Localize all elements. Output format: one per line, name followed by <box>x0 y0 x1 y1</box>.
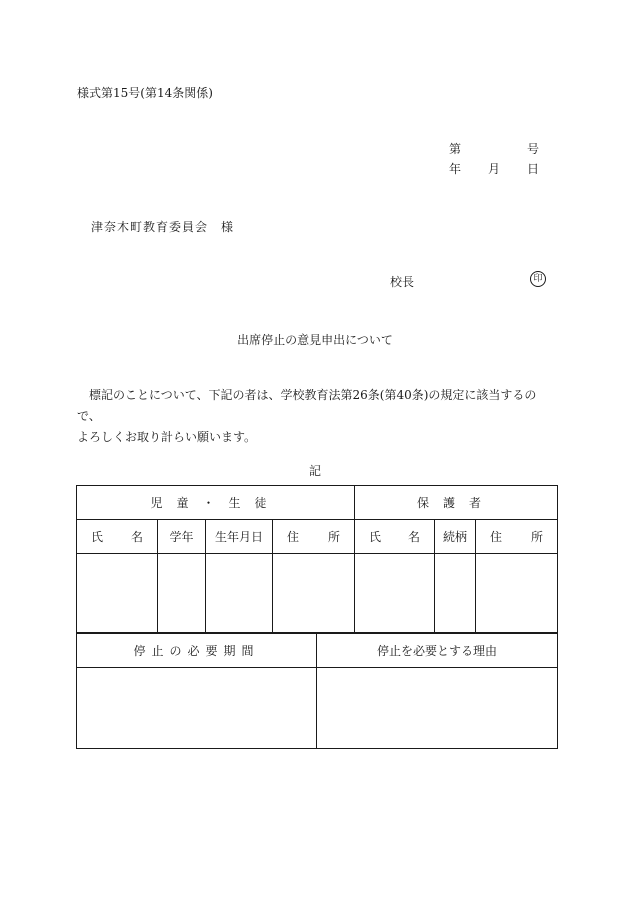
sender-title: 校長 <box>390 275 415 289</box>
col-grade: 学年 <box>158 520 206 554</box>
col-suspension-reason: 停止を必要とする理由 <box>317 634 558 668</box>
body-line-2: よろしくお取り計らい願います。 <box>77 430 257 444</box>
col-student-name: 氏 名 <box>77 520 158 554</box>
document-number-line <box>449 140 539 157</box>
suspension-table <box>76 633 558 749</box>
doc-number-prefix: 第 <box>449 142 462 156</box>
cell-student-name[interactable] <box>77 554 158 633</box>
date-year: 年 <box>449 162 462 176</box>
body-line-1: 標記のことについて、下記の者は、学校教育法第26条(第40条)の規定に該当するので、 <box>77 388 537 423</box>
form-number: 様式第15号(第14条関係) <box>77 86 213 100</box>
cell-grade[interactable] <box>158 554 206 633</box>
guardian-group-header: 保護者 <box>355 486 558 520</box>
col-guardian-name: 氏 名 <box>355 520 435 554</box>
addressee: 津奈木町教育委員会 様 <box>91 220 235 234</box>
ki-heading: 記 <box>308 464 321 478</box>
date-month: 月 <box>487 162 500 176</box>
seal-mark: 印 <box>530 271 546 287</box>
col-birthdate: 生年月日 <box>206 520 273 554</box>
cell-guardian-address[interactable] <box>476 554 558 633</box>
date-line <box>449 160 539 177</box>
col-suspension-period: 停止の必要期間 <box>77 634 317 668</box>
cell-student-address[interactable] <box>273 554 355 633</box>
cell-suspension-period[interactable] <box>77 668 317 749</box>
cell-suspension-reason[interactable] <box>317 668 558 749</box>
date-day: 日 <box>526 162 539 176</box>
col-guardian-address: 住 所 <box>476 520 558 554</box>
col-relationship: 続柄 <box>435 520 476 554</box>
cell-relationship[interactable] <box>435 554 476 633</box>
document-subject: 出席停止の意見申出について <box>237 333 393 347</box>
doc-number-suffix: 号 <box>526 142 539 156</box>
student-group-header: 児童・生徒 <box>77 486 355 520</box>
cell-guardian-name[interactable] <box>355 554 435 633</box>
body-text <box>77 385 557 448</box>
cell-birthdate[interactable] <box>206 554 273 633</box>
student-guardian-table <box>76 485 558 633</box>
col-student-address: 住 所 <box>273 520 355 554</box>
